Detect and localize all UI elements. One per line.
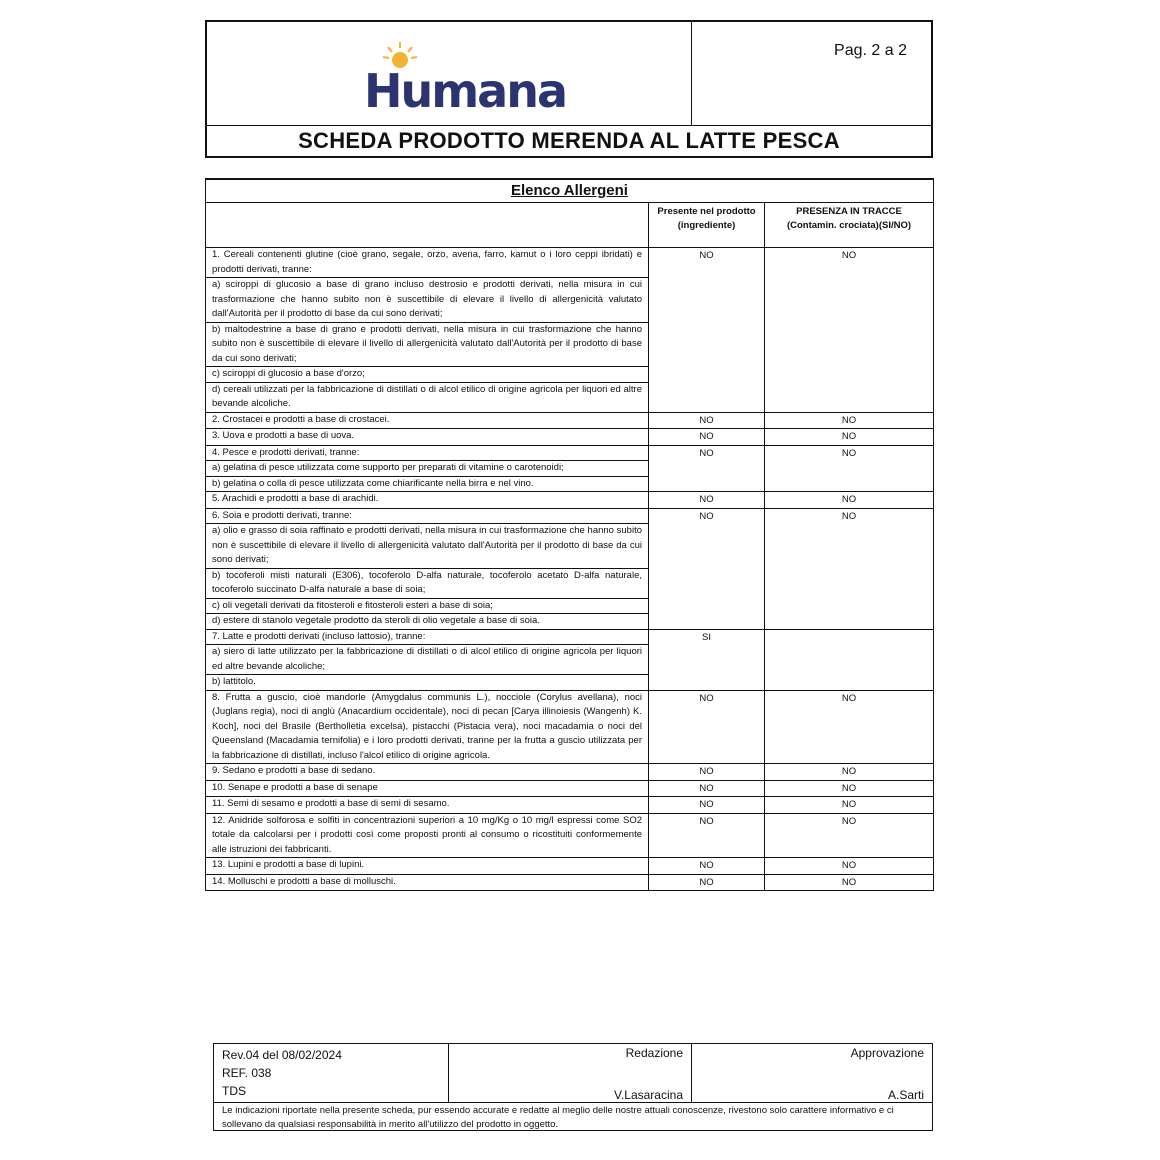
present-value: NO: [649, 780, 765, 797]
present-value: NO: [649, 429, 765, 446]
allergen-line: a) sciroppi di glucosio a base di grano incluso destrosio e prodotti derivati, nella misura in cui trasformazione che hanno subito non è suscettibile di elevare il livello di allergenicità valutato dall'Autorità per il prodotto di base da cui sono derivati;: [206, 278, 648, 323]
table-row: [206, 445, 934, 492]
present-value: NO: [649, 508, 765, 629]
allergen-line: 7. Latte e prodotti derivati (incluso lattosio), tranne:: [206, 630, 648, 646]
allergen-description: [206, 780, 649, 797]
allergen-line: b) maltodestrine a base di grano e prodotti derivati, nella misura in cui trasformazione che hanno subito non è suscettibile di elevare il livello di allergenicità valutato dall'Autorità per il prodotto di base da cui sono derivati;: [206, 323, 648, 368]
page-number: Pag. 2 a 2: [834, 42, 907, 59]
redazione-cell: [449, 1044, 692, 1102]
allergen-description: [206, 508, 649, 629]
present-value: NO: [649, 690, 765, 764]
allergen-description: [206, 874, 649, 891]
traces-value: NO: [765, 412, 934, 429]
present-value: NO: [649, 813, 765, 858]
brand-logo: Humana: [364, 64, 567, 118]
table-row: [206, 874, 934, 891]
allergen-line: a) gelatina di pesce utilizzata come supporto per preparati di vitamine o carotenoidi;: [206, 461, 648, 477]
allergen-line: 8. Frutta a guscio, cioè mandorle (Amygdalus communis L.), nocciole (Corylus avellana), noci (Juglans regia), noci di anglù (Anacardium occidentale), noci di pecan [Carya illinoiesis (Wangenh) K. Koch], noci del Brasile (Bertholletia excelsa), pistacchi (Pistacia vera), noci macadamia o noci del Queensland (Macadamia ternifolia) e i loro prodotti derivati, tranne per la frutta a guscio utilizzata per la fabbricazione di distillati, incluso l'alcol etilico di origine agricola.: [212, 691, 642, 761]
allergen-line: b) tocoferoli misti naturali (E306), tocoferolo D-alfa naturale, tocoferolo acetato D-alfa naturale, tocoferolo succinato D-alfa naturale a base di soia;: [206, 569, 648, 599]
document-title: SCHEDA PRODOTTO MERENDA AL LATTE PESCA: [207, 125, 931, 156]
allergen-line: 14. Molluschi e prodotti a base di molluschi.: [212, 875, 396, 887]
allergen-description: [206, 629, 649, 690]
allergen-description: [206, 764, 649, 781]
allergen-line: 2. Crostacei e prodotti a base di crostacei.: [212, 413, 390, 425]
present-value: NO: [649, 492, 765, 509]
approvazione-cell: [692, 1044, 932, 1102]
traces-value: [765, 629, 934, 690]
allergen-description: [206, 858, 649, 875]
table-row: [206, 858, 934, 875]
traces-value: NO: [765, 797, 934, 814]
allergen-line: 5. Arachidi e prodotti a base di arachidi.: [212, 493, 379, 504]
traces-value: NO: [765, 874, 934, 891]
present-value: NO: [649, 248, 765, 413]
approvazione-label: Approvazione: [850, 1046, 924, 1060]
present-value: NO: [649, 874, 765, 891]
allergen-line: 9. Sedano e prodotti a base di sedano.: [212, 765, 376, 776]
allergen-description: [206, 813, 649, 858]
allergen-description: [206, 412, 649, 429]
table-row: [206, 429, 934, 446]
table-row: [206, 412, 934, 429]
tds-text: TDS: [222, 1084, 246, 1098]
table-row: [206, 248, 934, 413]
allergen-line: b) gelatina o colla di pesce utilizzata come chiarificante nella birra e nel vino.: [212, 477, 534, 489]
redazione-label: Redazione: [625, 1046, 683, 1060]
allergen-table: [205, 178, 934, 891]
revision-cell: [214, 1044, 449, 1102]
redazione-name: V.Lasaracina: [614, 1088, 683, 1102]
allergen-line: 3. Uova e prodotti a base di uova.: [212, 430, 355, 441]
reference-text: REF. 038: [222, 1066, 272, 1080]
traces-value: NO: [765, 508, 934, 629]
document-footer: [213, 1043, 933, 1131]
traces-value: NO: [765, 858, 934, 875]
present-value: NO: [649, 797, 765, 814]
allergen-line: c) oli vegetali derivati da fitosteroli e fitosteroli esteri a base di soia;: [206, 599, 648, 615]
column-header-traces: PRESENZA IN TRACCE (Contamin. crociata)(SI/NO): [765, 203, 934, 248]
allergen-line: 10. Senape e prodotti a base di senape: [212, 781, 378, 793]
allergen-description: [206, 429, 649, 446]
traces-value: NO: [765, 248, 934, 413]
traces-value: NO: [765, 813, 934, 858]
traces-value: NO: [765, 764, 934, 781]
present-value: NO: [649, 858, 765, 875]
allergen-description: [206, 690, 649, 764]
present-value: NO: [649, 764, 765, 781]
traces-value: NO: [765, 492, 934, 509]
table-row: [206, 492, 934, 509]
page-cell: [691, 22, 931, 125]
allergen-description: [206, 797, 649, 814]
allergen-line: a) siero di latte utilizzato per la fabbricazione di distillati o di alcol etilico di origine agricola per liquori ed altre bevande alcoliche;: [206, 645, 648, 675]
table-caption: Elenco Allergeni: [206, 179, 934, 203]
disclaimer: Le indicazioni riportate nella presente scheda, pur essendo accurate e redatte al meglio delle nostre attuali conoscenze, rivestono solo carattere informativo e ci sollevano da qualsiasi responsabilità in merito all'utilizzo del prodotto in oggetto.: [214, 1102, 932, 1130]
table-row: [206, 764, 934, 781]
allergen-line: 13. Lupini e prodotti a base di lupini.: [212, 859, 365, 870]
approvazione-name: A.Sarti: [887, 1088, 924, 1102]
allergen-line: d) cereali utilizzati per la fabbricazione di distillati o di alcol etilico di origine agricola per liquori ed altre bevande alcoliche.: [212, 383, 642, 409]
allergen-line: a) olio e grasso di soia raffinato e prodotti derivati, nella misura in cui trasformazione che hanno subito non è suscettibile di elevare il livello di allergenicità valutato dall'Autorità per il prodotto di base da cui sono derivati;: [206, 524, 648, 569]
allergen-description: [206, 445, 649, 492]
document-header: [205, 20, 933, 158]
table-row: [206, 690, 934, 764]
traces-value: NO: [765, 780, 934, 797]
allergen-line: c) sciroppi di glucosio a base d'orzo;: [206, 367, 648, 383]
column-header-present: Presente nel prodotto (ingrediente): [649, 203, 765, 248]
allergen-line: 11. Semi di sesamo e prodotti a base di semi di sesamo.: [212, 798, 450, 809]
allergen-description: [206, 492, 649, 509]
traces-value: NO: [765, 445, 934, 492]
allergen-line: 12. Anidride solforosa e solfiti in concentrazioni superiori a 10 mg/Kg o 10 mg/l espressi come SO2 totale da calcolarsi per i prodotti così come proposti pronti al consumo o ricostituiti conformemente alle istruzioni dei fabbricanti.: [212, 814, 642, 855]
allergen-line: d) estere di stanolo vegetale prodotto da steroli di olio vegetale a base di soia.: [212, 615, 540, 626]
table-row: [206, 780, 934, 797]
allergen-line: 1. Cereali contenenti glutine (cioè grano, segale, orzo, avena, farro, kamut o i loro ceppi ibridati) e prodotti derivati, tranne:: [206, 248, 648, 278]
blank-header-cell: [206, 203, 649, 248]
traces-value: NO: [765, 429, 934, 446]
present-value: NO: [649, 445, 765, 492]
allergen-description: [206, 248, 649, 413]
present-value: SI: [649, 629, 765, 690]
allergen-line: 4. Pesce e prodotti derivati, tranne:: [206, 446, 648, 462]
revision-text: Rev.04 del 08/02/2024: [222, 1048, 342, 1062]
allergen-line: 6. Soia e prodotti derivati, tranne:: [206, 509, 648, 525]
present-value: NO: [649, 412, 765, 429]
table-row: [206, 797, 934, 814]
table-row: [206, 813, 934, 858]
table-row: [206, 508, 934, 629]
table-row: [206, 629, 934, 690]
traces-value: NO: [765, 690, 934, 764]
logo-cell: [207, 22, 692, 125]
allergen-line: b) lattitolo.: [212, 676, 256, 687]
